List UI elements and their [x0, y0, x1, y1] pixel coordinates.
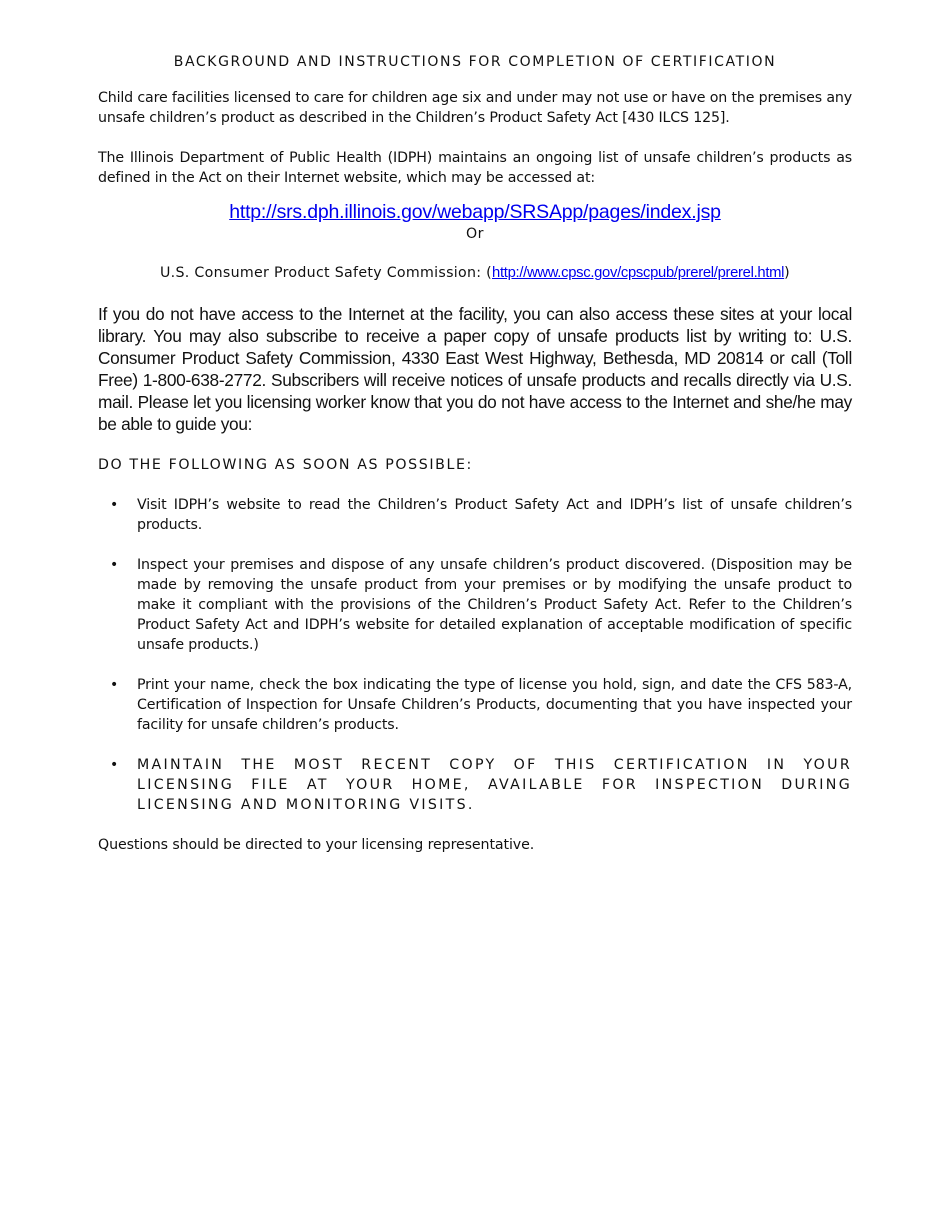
list-item: [98, 755, 852, 815]
list-item: [98, 555, 852, 655]
cpsc-close-paren: ): [784, 265, 791, 281]
list-item-text: Inspect your premises and dispose of any unsafe children’s product discovered. (Disposition may be made by removing the unsafe product from your premises or by modifying the unsafe product to make it compliant with the provisions of the Children’s Product Safety Act. Refer to the Children’s Product Safety Act and IDPH’s website for detailed explanation of acceptable modification of specific unsafe products.): [137, 557, 852, 653]
document-title: BACKGROUND AND INSTRUCTIONS FOR COMPLETION OF CERTIFICATION: [173, 54, 777, 70]
bullet-icon: •: [110, 757, 121, 773]
list-item-text: Print your name, check the box indicating the type of license you hold, sign, and date the CFS 583-A, Certification of Inspection for Unsafe Children’s Products, documenting that you have inspected your facility for unsafe children’s products.: [137, 677, 852, 733]
list-item-text: MAINTAIN THE MOST RECENT COPY OF THIS CERTIFICATION IN YOUR LICENSING FILE AT YOUR HOME, AVAILABLE FOR INSPECTION DURING LICENSING AND MONITORING VISITS.: [137, 757, 852, 813]
list-item: [98, 675, 852, 735]
cpsc-link-row: [98, 262, 852, 284]
instruction-list: [98, 495, 852, 815]
cpsc-label: U.S. Consumer Product Safety Commission: (: [159, 265, 493, 281]
cpsc-website-link[interactable]: http://www.cpsc.gov/cpscpub/prerel/prerel.html: [492, 265, 785, 281]
section-heading: DO THE FOLLOWING AS SOON AS POSSIBLE:: [98, 457, 473, 473]
bullet-icon: •: [110, 677, 119, 693]
idph-link-row: [98, 200, 852, 224]
bullet-icon: •: [110, 557, 119, 573]
document-page: [98, 54, 852, 855]
or-separator: Or: [465, 226, 484, 242]
access-paragraph: If you do not have access to the Internet at the facility, you can also access these sites at your local library. You may also subscribe to receive a paper copy of unsafe products list by writing to: U.S. Consumer Product Safety Commission, 4330 East West Highway, Bethesda, MD 20814 or call (Toll Free) 1-800-638-2772. Subscribers will receive notices of unsafe products and recalls directly via U.S. mail. Please let you licensing worker know that you do not have access to the Internet and she/he may be able to guide you:: [98, 304, 852, 434]
idph-paragraph: The Illinois Department of Public Health (IDPH) maintains an ongoing list of unsafe children’s products as defined in the Act on their Internet website, which may be accessed at:: [98, 150, 852, 186]
bullet-icon: •: [110, 497, 119, 513]
list-item: [98, 495, 852, 535]
list-item-text: Visit IDPH’s website to read the Children’s Product Safety Act and IDPH’s list of unsafe children’s products.: [137, 497, 852, 533]
closing-line: Questions should be directed to your licensing representative.: [98, 837, 535, 853]
idph-website-link[interactable]: http://srs.dph.illinois.gov/webapp/SRSApp/pages/index.jsp: [229, 201, 721, 223]
intro-paragraph: Child care facilities licensed to care for children age six and under may not use or have on the premises any unsafe children’s product as described in the Children’s Product Safety Act [430 ILCS 125].: [98, 90, 852, 126]
